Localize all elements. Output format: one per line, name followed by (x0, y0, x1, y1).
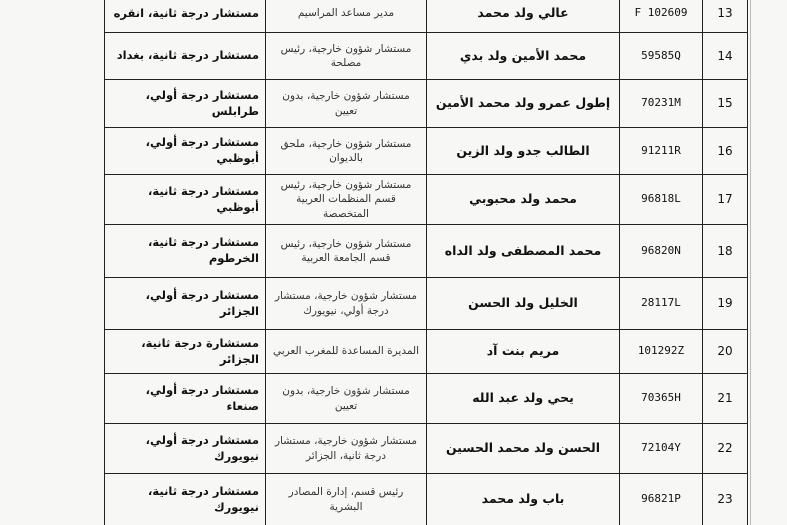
table-row (105, 128, 748, 175)
employee-name: عالي ولد محمد (427, 0, 620, 33)
row-number: 16 (703, 128, 748, 175)
new-position: مستشار درجة ثانية، بغداد (105, 33, 266, 80)
employee-name: الحسن ولد محمد الحسين (427, 424, 620, 474)
new-position: مستشار درجة ثانية، نيويورك (105, 474, 266, 525)
table-row (105, 225, 748, 278)
employee-name: محمد ولد محبوبي (427, 175, 620, 225)
new-position: مستشار درجة أولي، الجزائر (105, 278, 266, 330)
current-position: مستشار شؤون خارجية، رئيس مصلحة (266, 33, 427, 80)
employee-code: 70365H (620, 374, 703, 424)
table-row (105, 474, 748, 525)
current-position: مدير مساعد المراسيم (266, 0, 427, 33)
row-number: 14 (703, 33, 748, 80)
new-position: مستشارة درجة ثانية، الجزائر (105, 330, 266, 374)
new-position: مستشار درجة أولي، نيويورك (105, 424, 266, 474)
row-number: 18 (703, 225, 748, 278)
page-edge-line (750, 0, 751, 525)
row-number: 13 (703, 0, 748, 33)
current-position: مستشار شؤون خارجية، رئيس قسم المنظمات العربية المتخصصة (266, 175, 427, 225)
employee-code: 101292Z (620, 330, 703, 374)
table-row (105, 330, 748, 374)
current-position: مستشار شؤون خارجية، رئيس قسم الجامعة العربية (266, 225, 427, 278)
table-row (105, 0, 748, 33)
new-position: مستشار درجة أولي، أبوظبي (105, 128, 266, 175)
new-position: مستشار درجة ثانية، انقره (105, 0, 266, 33)
current-position: مستشار شؤون خارجية، ملحق بالديوان (266, 128, 427, 175)
row-number: 21 (703, 374, 748, 424)
table-row (105, 374, 748, 424)
employee-name: الطالب جدو ولد الزين (427, 128, 620, 175)
appointments-table (104, 0, 748, 525)
employee-name: محمد الأمين ولد بدي (427, 33, 620, 80)
current-position: رئيس قسم، إدارة المصادر البشرية (266, 474, 427, 525)
row-number: 23 (703, 474, 748, 525)
table-row (105, 278, 748, 330)
table-row (105, 33, 748, 80)
row-number: 19 (703, 278, 748, 330)
new-position: مستشار درجة أولي، صنعاء (105, 374, 266, 424)
table-row (105, 424, 748, 474)
employee-code: 28117L (620, 278, 703, 330)
table-row (105, 80, 748, 128)
new-position: مستشار درجة ثانية، أبوظبي (105, 175, 266, 225)
table-row (105, 175, 748, 225)
current-position: مستشار شؤون خارجية، مستشار درجة أولي، نيويورك (266, 278, 427, 330)
row-number: 17 (703, 175, 748, 225)
row-number: 20 (703, 330, 748, 374)
row-number: 22 (703, 424, 748, 474)
employee-name: مريم بنت آد (427, 330, 620, 374)
employee-code: 96818L (620, 175, 703, 225)
employee-code: 59585Q (620, 33, 703, 80)
employee-code: 72104Y (620, 424, 703, 474)
current-position: المديرة المساعدة للمغرب العربي (266, 330, 427, 374)
employee-code: 91211R (620, 128, 703, 175)
current-position: مستشار شؤون خارجية، مستشار درجة ثانية، الجزائر (266, 424, 427, 474)
new-position: مستشار درجة أولي، طرابلس (105, 80, 266, 128)
new-position: مستشار درجة ثانية، الخرطوم (105, 225, 266, 278)
employee-name: إطول عمرو ولد محمد الأمين (427, 80, 620, 128)
current-position: مستشار شؤون خارجية، بدون تعيين (266, 374, 427, 424)
employee-name: الخليل ولد الحسن (427, 278, 620, 330)
employee-name: باب ولد محمد (427, 474, 620, 525)
employee-code: 102609 F (620, 0, 703, 33)
employee-code: 96820N (620, 225, 703, 278)
current-position: مستشار شؤون خارجية، بدون تعيين (266, 80, 427, 128)
employee-name: محمد المصطفى ولد الداه (427, 225, 620, 278)
row-number: 15 (703, 80, 748, 128)
employee-code: 96821P (620, 474, 703, 525)
employee-code: 70231M (620, 80, 703, 128)
employee-name: يحي ولد عبد الله (427, 374, 620, 424)
